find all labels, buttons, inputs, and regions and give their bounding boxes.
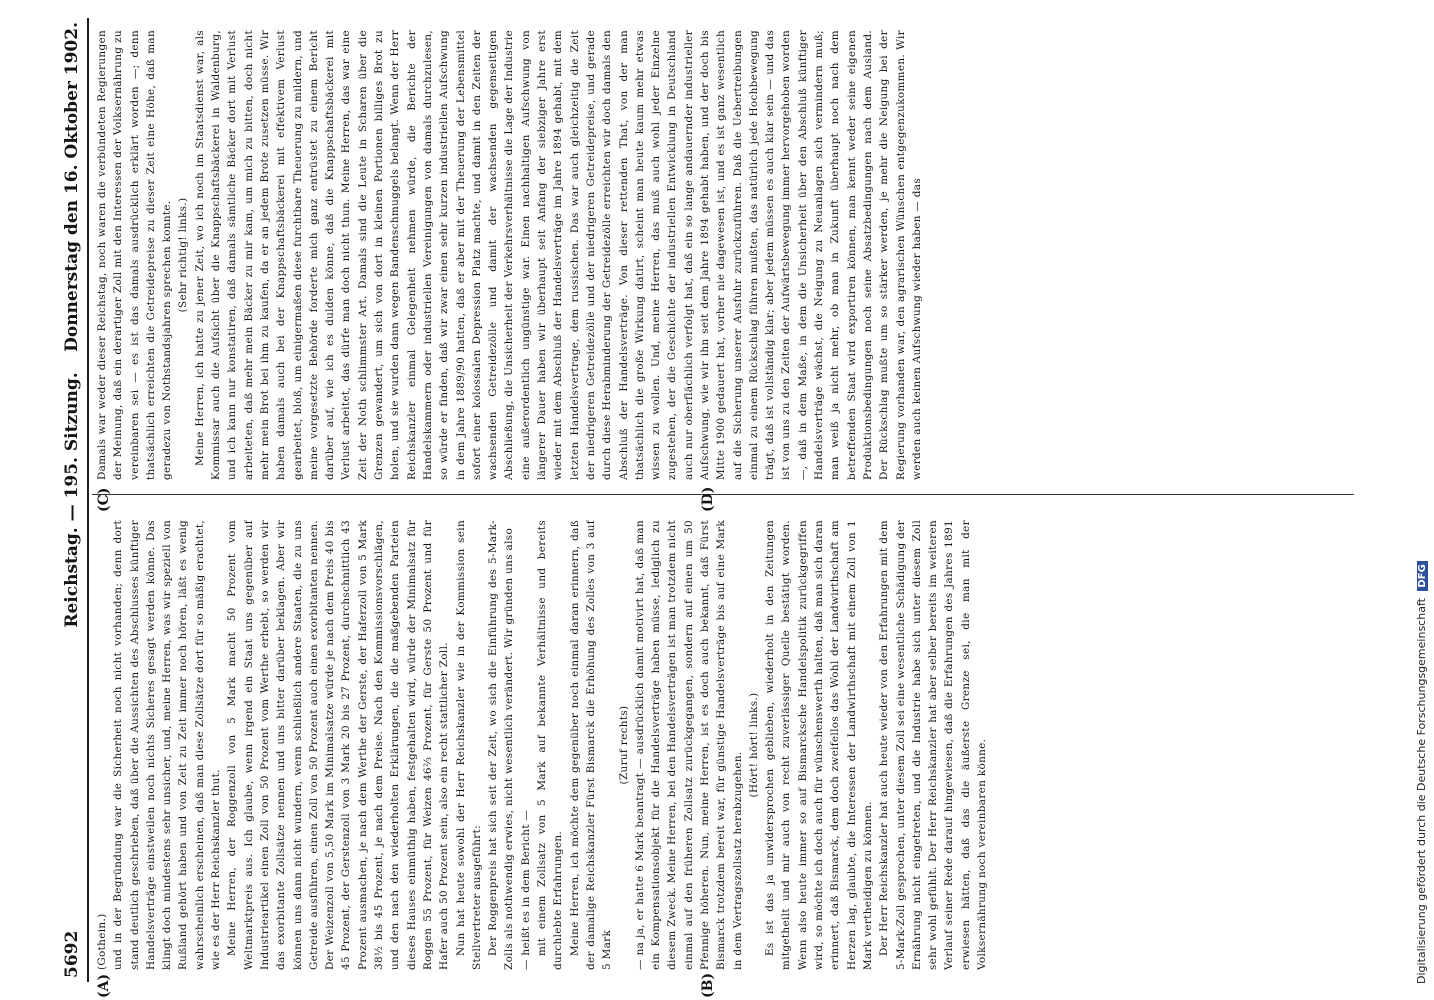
paragraph: — heißt es in dem Bericht — <box>519 809 532 970</box>
margin-marker-a: (A) <box>96 973 112 998</box>
credit-text: Digitalisierung gefördert durch die Deutsche Forschungsgemeinschaft <box>1415 598 1428 984</box>
quoted-paragraph: mit einem Zollsatz von 5 Mark auf bekannte Verhältnisse und bereits durchlebte Erfahrungen. <box>536 520 565 970</box>
header-divider <box>87 18 89 982</box>
margin-marker-b: (B) <box>700 972 716 998</box>
session-date: Donnerstag den 16. Oktober 1902. <box>62 22 82 352</box>
speaker-name: (Gothein.) <box>96 913 108 970</box>
interjection: (Hört! hört! links.) <box>747 692 760 798</box>
paragraph: Der Herr Reichskanzler hat auch heute wieder von den Erfahrungen mit dem 5-Mark-Zoll gesprochen, unter diesem Zoll sei eine wesentliche Schädigung der Ernährung nicht eingetreten, und die Industrie habe sich unter diesem Zoll sehr wohl gefühlt. Der Herr Reichskanzler hat aber selber bereits im weiteren Verlauf seiner Rede darauf hingewiesen, daß die Erfahrungen des Jahres 1891 erwiesen hätten, daß das die äußerste Grenze sei, die man mit der Volksernährung noch vereinbaren könne. <box>878 520 989 970</box>
paragraph: Es ist das ja unwidersprochen geblieben, wiederholt in den Zeitungen mitgetheilt und mir auch von recht zuverlässiger Quelle bestätigt worden. Wenn also heute immer so auf Bismarcksche Handelspolitik zurückgegriffen wird, so möchte ich doch auch für wünschenswerth halten, daß man sich daran erinnert, daß Bismarck, dem doch zweifellos das Wohl der Landwirthschaft am Herzen lag, glaubte, die Interessen der Landwirthschaft mit einem Zoll von 1 Mark vertheidigen zu können. <box>764 520 874 970</box>
interjection: (Zuruf rechts) <box>617 705 630 785</box>
margin-marker-d: (D) <box>700 486 716 512</box>
paragraph: — na ja, er hatte 6 Mark beantragt — ausdrücklich damit motivirt hat, daß man ein Kompensationsobjekt für die Handelsverträge haben müsse, lediglich zu diesem Zweck. Meine Herren, bei den Handelsverträgen ist man trotzdem nicht einmal auf den früheren Zollsatz zurückgegangen, sondern auf einen um 50 Pfennige höheren. Nun, meine Herren, ist es doch auch bekannt, daß Fürst Bismarck trotzdem bereit war, für günstige Handelsverträge bis auf eine Mark in dem Vertragszollsatz herabzugehen. <box>633 520 744 970</box>
margin-marker-c: (C) <box>96 487 112 512</box>
rotated-newspaper-page <box>60 18 1356 998</box>
paragraph: Nun hat heute sowohl der Herr Reichskanzler wie in der Kommission sein Stellvertreter ausgeführt: <box>454 520 483 970</box>
column-divider <box>92 494 1354 495</box>
page-number: 5692 <box>62 930 82 978</box>
page-header <box>60 18 86 982</box>
left-text-column <box>94 520 1354 970</box>
paragraph: und in der Begründung war die Sicherheit noch nicht vorhanden; denn dort stand deutlich geschrieben, daß über die Aussichten des Abschlusses künftiger Handelsverträge einstweilen noch nichts Sicheres gesagt werden könne. Das klingt doch mindestens sehr unsicher, und, meine Herren, was wir speziell von Rußland gehört haben und von Zeit zu Zeit immer noch hören, läßt es wenig wahrscheinlich erscheinen, daß man diese Zollsätze dort für so mäßig erachtet, wie es der Herr Reichskanzler thut. <box>112 520 223 970</box>
interjection: (Sehr richtig! links.) <box>177 197 190 313</box>
right-text-column <box>94 30 1354 480</box>
paragraph: Damals war weder dieser Reichstag, noch waren die verbündeten Regierungen der Meinung, daß ein derartiger Zoll mit den Interessen der Volksernährung zu vereinbaren sei — es ist das damals ausdrücklich erklärt worden —; denn thatsächlich erreichten die Getreidepreise zu dieser Zeit eine Höhe, daß man geradezu von Nothstandsjahren sprechen konnte. <box>96 30 174 480</box>
paragraph: Meine Herren, ich hatte zu jener Zeit, wo ich noch im Staatsdienst war, als Kommissar auch die Aufsicht über die Knappschaftsbäckerei in Waldenburg, und ich kann nur konstatiren, daß damals sämtliche Bäcker dort mit Verlust arbeiteten, daß mehr mein Bäcker zu mir kam, um mich zu bitten, doch nicht mehr mein Brot bei ihm zu kaufen, da er an jedem Brote zusetzen müsse. Wir haben damals auch bei der Knappschaftsbäckerei mit effektivem Verlust gearbeitet, bloß, um einigermaßen diese furchtbare Theuerung zu mildern, und meine vorgesetzte Behörde forderte mich ganz entrüstet zu einem Bericht darüber auf, wie ich es dulden könne, daß die Knappschaftsbäckerei mit Verlust arbeitet, das dürfe man doch nicht thun. Meine Herren, das war eine Zeit der Noth schlimmster Art. Damals sind die Leute in Scharen über die Grenzen gewandert, um sich von dort in kleinen Portionen billiges Brot zu holen, und sie wurden dann wegen Bandenschmuggels belangt. Wenn der Herr Reichskanzler einmal Gelegenheit nehmen würde, die Berichte der Handelskammern oder industriellen Vereinigungen von damals durchzulesen, so würde er finden, daß wir zwar einen sehr kurzen industriellen Aufschwung in dem Jahre 1889/90 hatten, daß er aber mit der Theuerung der Lebensmittel sofort einer kolossalen Depression Platz machte, und damit in den Zeiten der wachsenden Getreidezölle und damit der wachsenden gegenseitigen Abschließung, die Unsicherheit der Verkehrsverhältnisse die Lage der Industrie eine außerordentlich ungünstige war. Einen nachhaltigen Aufschwung von längerer Dauer haben wir überhaupt seit Anfang der siebziger Jahre erst wieder mit dem Abschluß der Handelsverträge im Jahre 1894 gehabt, mit dem letzten Handelsvertrage, dem russischen. Das war auch gleichzeitig die Zeit der niedrigeren Getreidezölle und der niedrigeren Getreidepreise, und gerade durch diese Herabminderung der Getreidezölle erreichten wir doch damals den Abschluß der Handelsverträge. Von dieser rettenden That, von der man thatsächlich die große Wirkung datirt, scheint man heute kaum mehr etwas wissen zu wollen. Und, meine Herren, das muß auch wohl jeder Einzelne zugestehen, der die Geschichte der industriellen Entwicklung in Deutschland auch nur oberflächlich verfolgt hat, daß ein so lange andauernder industrieller Aufschwung, wie wir ihn seit dem Jahre 1894 gehabt haben, und der doch bis Mitte 1900 gedauert hat, vorher nie dagewesen ist, und es ist ganz wesentlich auf die Sicherung unserer Ausfuhr zurückzuführen. Daß die Uebertreibungen einmal zu einem Rückschlag führen mußten, das natürlich jede Hochbewegung trägt, daß ist vollständig klar; aber jedem müssen es auch klar sein — und das ist von uns zu den Zeiten der Aufwärtsbewegung immer hervorgehoben worden —, daß in dem Maße, in dem die Unsicherheit über den Abschluß künftiger Handelsverträge wächst, die Neigung zu Neuanlagen sich vermindern muß; man weiß ja nicht mehr, ob man in Zukunft überhaupt noch nach dem betreffenden Staat wird exportiren können, man kennt weder seine eigenen Produktionsbedingungen noch seine Absatzbedingungen nach dem Ausland. Der Rückschlag mußte um so stärker werden, je mehr die Neigung bei der Regierung vorhanden war, den agrarischen Wünschen entgegenzukommen. Wir werden auch keinen Aufschwung wieder haben — das <box>193 30 923 480</box>
session-title: Reichstag. — 195. Sitzung. <box>62 372 82 628</box>
paragraph: Meine Herren, ich möchte dem gegenüber noch einmal daran erinnern, daß der damalige Reichskanzler Fürst Bismarck die Erhöhung des Zolles von 3 auf 5 Mark <box>568 520 614 970</box>
paragraph: Meine Herren, der Roggenzoll von 5 Mark macht 50 Prozent vom Weltmarktpreis aus. Ich glaube, wenn irgend ein Staat uns gegenüber auf Industrieartikel einen Zoll von 50 Prozent vom Werthe erhebt, so werden wir das exorbitante Zollsätze nennen und uns bitter darüber beklagen. Aber wir können uns dann nicht wundern, wenn schließlich andere Staaten, die zu uns Getreide ausführen, einen Zoll von 50 Prozent auch einen exorbitanten nennen. Der Weizenzoll von 5,50 Mark im Minimalsatze würde je nach dem Preis 40 bis 45 Prozent, der Gerstenzoll von 3 Mark 20 bis 27 Prozent, durchschnittlich 43 Prozent ausmachen, je nach dem Werthe der Gerste, der Haferzoll von 5 Mark 38½ bis 45 Prozent, je nach dem Preise. Nach den Kommissionsvorschlägen, und den nach den wiederholten Erklärungen, die die maßgebenden Parteien dieses Hauses einmüthig haben, festgehalten wird, würde der Minimalsatz für Roggen 55 Prozent, für Weizen 46⅔ Prozent, für Gerste 50 Prozent und für Hafer auch 50 Prozent sein, also ein recht stattlicher Zoll. <box>226 520 451 970</box>
dfg-logo: DFG <box>1417 561 1428 590</box>
digitization-credit <box>1415 4 1429 984</box>
quoted-paragraph: Der Roggenpreis hat sich seit der Zeit, wo sich die Einführung des 5-Mark-Zolls als nothwendig erwies, nicht wesentlich verändert. Wir gründen uns also <box>487 520 516 970</box>
